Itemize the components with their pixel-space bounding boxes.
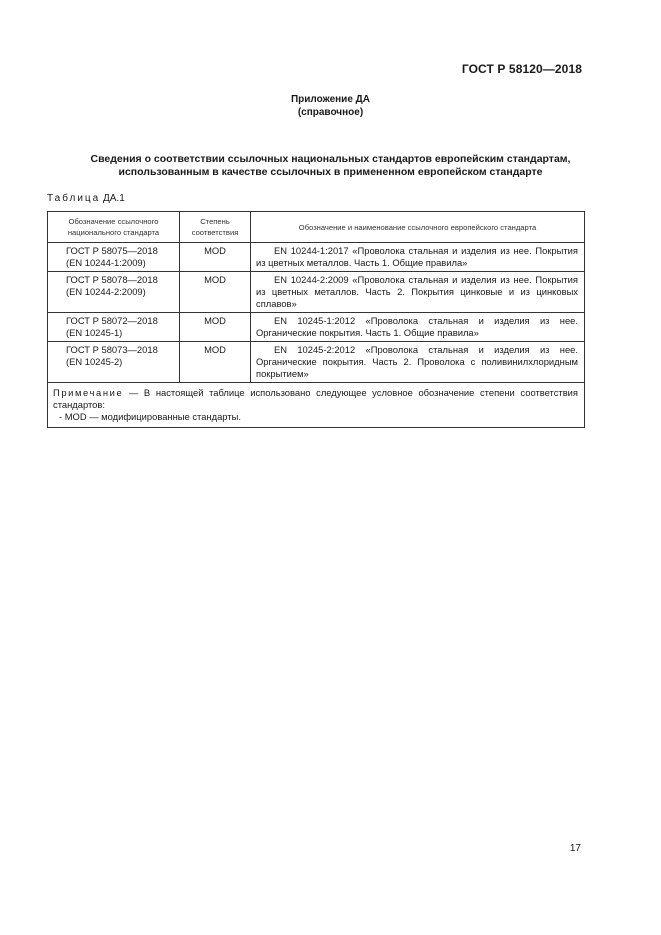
- annex-title-block: [0, 93, 661, 119]
- table-caption: [47, 193, 125, 204]
- cell-national-standard: ГОСТ Р 58078—2018 (EN 10244-2:2009): [48, 272, 180, 313]
- cell-degree: MOD: [180, 313, 251, 342]
- cell-degree: MOD: [180, 243, 251, 272]
- cell-european-standard: EN 10244-2:2009 «Проволока стальная и изделия из нее. Покрытия из цветных металлов. Часть 2. Покрытия цинковые и из цинковых сплавов»: [251, 272, 585, 313]
- note-item: - MOD — модифицированные стандарты.: [59, 411, 241, 422]
- section-heading-line-1: Сведения о соответствии ссылочных национальных стандартов европейским стандартам,: [90, 153, 571, 165]
- column-header-european: Обозначение и наименование ссылочного европейского стандарта: [251, 212, 585, 243]
- cell-national-standard: ГОСТ Р 58073—2018 (EN 10245-2): [48, 342, 180, 383]
- column-header-national: Обозначение ссылочного национального стандарта: [48, 212, 180, 243]
- cell-national-standard: ГОСТ Р 58075—2018 (EN 10244-1:2009): [48, 243, 180, 272]
- table-note-row: [48, 383, 585, 428]
- standards-correspondence-table: [47, 211, 585, 428]
- cell-degree: MOD: [180, 342, 251, 383]
- annex-subtitle: (справочное): [297, 107, 364, 118]
- cell-national-standard: ГОСТ Р 58072—2018 (EN 10245-1): [48, 313, 180, 342]
- table-row: [48, 272, 585, 313]
- table-note: [48, 383, 585, 428]
- page-number: 17: [569, 843, 581, 854]
- document-code: ГОСТ Р 58120—2018: [461, 62, 582, 76]
- cell-european-standard: EN 10245-1:2012 «Проволока стальная и изделия из нее. Органические покрытия. Часть 1. Общие правила»: [251, 313, 585, 342]
- table-row: [48, 342, 585, 383]
- table-header-row: [48, 212, 585, 243]
- section-heading: [47, 153, 614, 179]
- column-header-degree: Степень соответствия: [180, 212, 251, 243]
- table-row: [48, 243, 585, 272]
- cell-european-standard: EN 10245-2:2012 «Проволока стальная и изделия из нее. Органические покрытия. Часть 2. Проволока с поливинилхлоридным покрытием»: [251, 342, 585, 383]
- note-text: — В настоящей таблице использовано следующее условное обозначение степени соответствия стандартов:: [53, 387, 578, 410]
- cell-degree: MOD: [180, 272, 251, 313]
- cell-european-standard: EN 10244-1:2017 «Проволока стальная и изделия из нее. Покрытия из цветных металлов. Часть 1. Общие правила»: [251, 243, 585, 272]
- table-caption-number: ДА.1: [103, 193, 125, 204]
- table-row: [48, 313, 585, 342]
- section-heading-line-2: использованным в качестве ссылочных в примененном европейском стандарте: [118, 166, 543, 178]
- table-caption-word: Таблица: [47, 193, 101, 204]
- note-label: Примечание: [53, 387, 124, 398]
- annex-title: Приложение ДА: [290, 94, 371, 105]
